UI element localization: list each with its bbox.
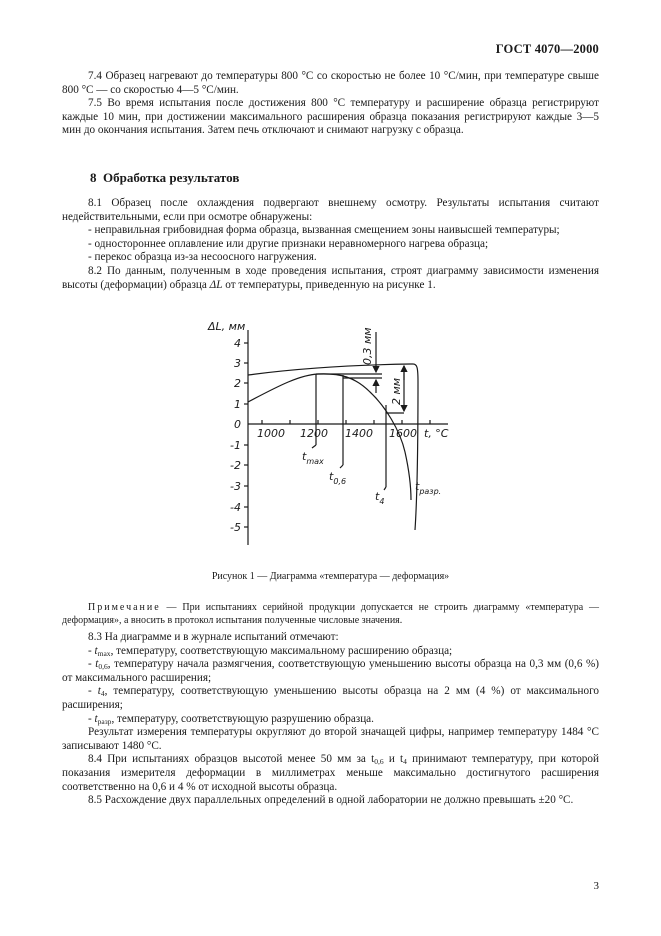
x-tick-1000: 1000 [257, 427, 285, 440]
p82-delta-l: ΔL [209, 278, 223, 291]
note [62, 602, 599, 627]
paragraph-8-4: 8.4 При испытаниях образцов высотой менее 50 мм за $t_{0,6}$ и $t_4$ принимают температуру, при которой показания измерителя деформации в миллиметрах меньше максимально достигнутого расширения соответственно на 0,6 и 4 % от исходной высоты образца. [62, 753, 599, 793]
paragraph-8-1: 8.1 Образец после охлаждения подвергают внешнему осмотру. Результаты испытания считают недействительными, если при осмотре обнаружены: [62, 197, 599, 223]
label-t06: $t_{0,6}$ [329, 470, 347, 486]
leader-t06 [340, 465, 343, 468]
page-number: 3 [593, 880, 599, 892]
paragraph-8-5: 8.5 Расхождение двух параллельных определений в одной лаборатории не должно превышать ±20 °С. [88, 794, 574, 807]
list-item-tmax: - $t_{max}$, температуру, соответствующую максимальному расширению образца; [88, 644, 453, 658]
y-tick-m1: -1 [230, 439, 241, 452]
leader-tmax [312, 445, 316, 448]
y-axis-label: ΔL, мм [208, 320, 246, 333]
y-tick-4: 4 [234, 337, 241, 350]
leader-t4 [384, 487, 386, 490]
y-tick-3: 3 [234, 357, 241, 370]
list-item-t06: - $t_{0,6}$, температуру начала размягчения, соответствующую уменьшению высоты образца на 0,3 мм (0,6 %) от максимального расширения; [62, 658, 599, 684]
note-text: — При испытаниях серийной продукции допускается не строить диаграмму «температура — деформация», а вносить в протокол испытания полученные числовые значения. [62, 602, 599, 626]
bullet-3: - перекос образца из-за несоосного нагружения. [88, 251, 317, 264]
p82-text-a: 8.2 По данным, полученным в ходе проведения испытания, строят диаграмму зависимости изменения высоты (деформации) образца [62, 264, 599, 291]
x-tick-1600: 1600 [389, 427, 417, 440]
dim-label-03: 0,3 мм [361, 327, 374, 365]
paragraph-rounding: Результат измерения температуры округляют до второй значащей цифры, например температуру 1484 °С записывают 1480 °С. [62, 726, 599, 752]
section-8-continued [62, 631, 599, 808]
section-title: Обработка результатов [103, 170, 240, 185]
paragraph-7-5: 7.5 Во время испытания после достижения 800 °С температуру и расширение образца регистрируют каждые 10 мин, при достижении максимального расширения образца показания регистрируют каждые 3—5 мин до окончания испытания. Затем печь отключают и снимают нагрузку с образца. [62, 97, 599, 137]
label-t4: $t_4$ [375, 490, 385, 506]
label-tmax: $t_{max}$ [302, 450, 324, 466]
section-number: 8 [90, 170, 97, 185]
y-tick-0: 0 [234, 418, 241, 431]
note-lead: Примечание [88, 602, 161, 613]
x-axis-label: t, °C [424, 427, 449, 440]
y-tick-2: 2 [234, 377, 241, 390]
y-tick-m2: -2 [230, 459, 241, 472]
paragraph-8-3: 8.3 На диаграмме и в журнале испытаний отмечают: [88, 631, 339, 643]
p82-text-b: от температуры, приведенную на рисунке 1. [222, 278, 436, 291]
figure-caption: Рисунок 1 — Диаграмма «температура — деформация» [211, 571, 450, 582]
bullet-2: - одностороннее оплавление или другие признаки неравномерного нагрева образца; [88, 237, 489, 250]
paragraph-7-4: 7.4 Образец нагревают до температуры 800 °С со скоростью не более 10 °С/мин, при температуре свыше 800 °С — со скоростью 4—5 °С/мин. [62, 70, 599, 96]
y-tick-m5: -5 [230, 521, 241, 534]
bullet-1: - неправильная грибовидная форма образца, вызванная смещением зоны наивысшей температуры; [88, 224, 560, 237]
list-item-t4: - $t_4$, температуру, соответствующую уменьшению высоты образца на 2 мм (4 %) от максимального расширения; [62, 685, 599, 711]
y-tick-m4: -4 [230, 501, 241, 514]
y-tick-1: 1 [234, 398, 241, 411]
x-tick-1200: 1200 [300, 427, 328, 440]
y-tick-m3: -3 [230, 480, 241, 493]
label-trazr: $t_{разр.}$ [415, 480, 442, 496]
list-item-trazr: - $t_{разр}$, температуру, соответствующую разрушению образца. [88, 712, 374, 726]
x-tick-1400: 1400 [345, 427, 373, 440]
document-header: ГОСТ 4070—2000 [495, 42, 599, 56]
dim-label-2: 2 мм [390, 377, 403, 405]
